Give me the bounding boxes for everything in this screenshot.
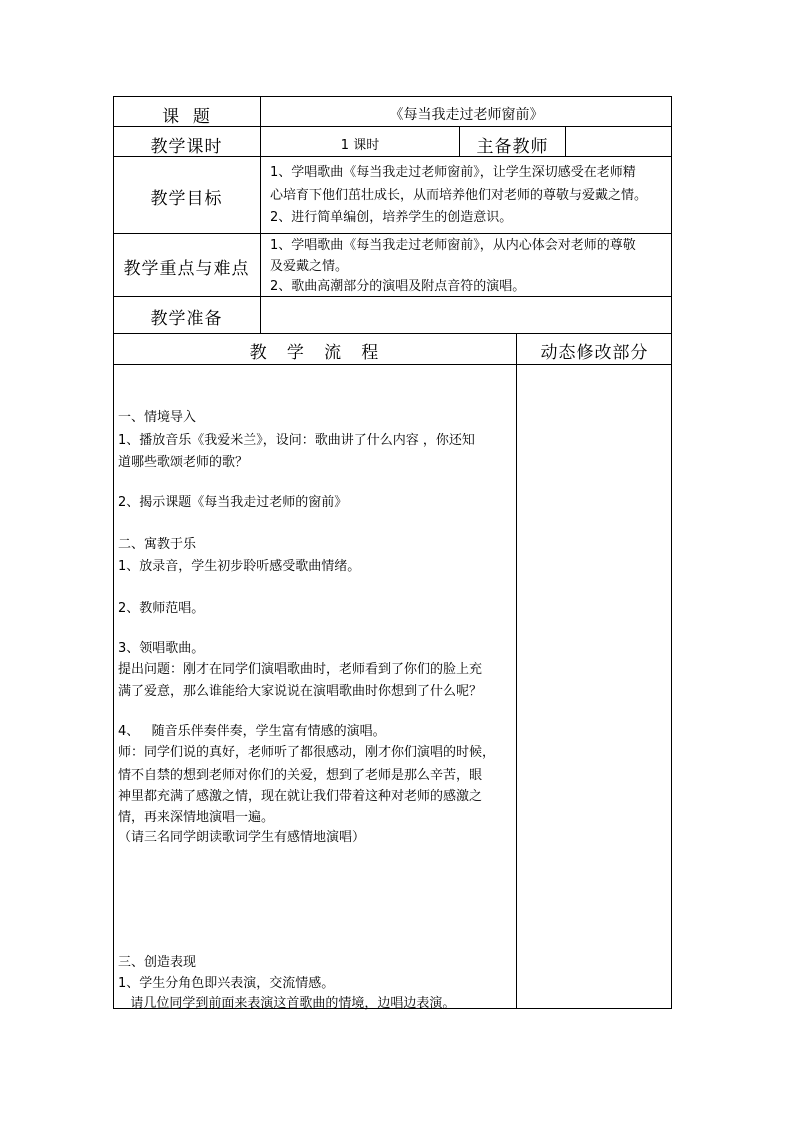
process-line: 道哪些歌颂老师的歌？ [118,455,249,470]
process-line: 4、 随音乐伴奏伴奏，学生富有情感的演唱。 [118,724,386,739]
row-divider [113,233,672,234]
teacher-label-divider [565,126,566,156]
process-line: 三、创造表现 [118,955,197,970]
process-line: 请几位同学到前面来表演这首歌曲的情境，边唱边表演。 [118,996,456,1011]
process-line: 1、放录音，学生初步聆听感受歌曲情绪。 [118,559,361,574]
teacher-label: 主备教师 [476,137,549,157]
process-line: 3、领唱歌曲。 [118,641,205,656]
process-line: 2、揭示课题《每当我走过老师的窗前》 [118,495,348,510]
side-notes-title: 动态修改部分 [540,343,649,363]
focus-line: 及爱戴之情。 [270,259,349,274]
row-divider [113,364,672,365]
process-line: 2、教师范唱。 [118,601,205,616]
label-column-divider [260,96,261,333]
process-line: 1、播放音乐《我爱米兰》，设问：歌曲讲了什么内容 ，你还知 [118,433,475,448]
process-line: 神里都充满了感激之情，现在就让我们带着这种对老师的感激之 [118,789,483,804]
process-line: 情，再来深情地演唱一遍。 [118,810,275,825]
process-line: 1、学生分角色即兴表演，交流情感。 [118,976,335,991]
process-line: 满了爱意，那么谁能给大家说说在演唱歌曲时你想到了什么呢？ [118,684,483,699]
period-value: 1 课时 [340,138,380,153]
row-divider [113,333,672,334]
process-line: 师：同学们说的真好，老师听了都很感动，刚才你们演唱的时候， [118,745,496,760]
period-label: 教学课时 [150,137,223,157]
process-title: 教 学 流 程 [249,343,380,363]
goals-label: 教学目标 [150,189,223,209]
process-line: 一、情境导入 [118,410,197,425]
goals-line: 心培育下他们茁壮成长，从而培养他们对老师的尊敬与爱戴之情。 [270,188,648,203]
process-line: 情不自禁的想到老师对你们的关爱，想到了老师是那么辛苦，眼 [118,768,483,783]
topic-value: 《每当我走过老师窗前》 [389,107,544,123]
process-line: 二、寓教于乐 [118,537,197,552]
goals-line: 2、进行简单编创，培养学生的创造意识。 [270,210,513,225]
goals-line: 1、学唱歌曲《每当我走过老师窗前》，让学生深切感受在老师精 [270,165,636,180]
prep-label: 教学准备 [150,309,223,329]
focus-line: 1、学唱歌曲《每当我走过老师窗前》，从内心体会对老师的尊敬 [270,238,636,253]
focus-line: 2、歌曲高潮部分的演唱及附点音符的演唱。 [270,279,526,294]
process-line: （请三名同学朗读歌词学生有感情地演唱） [118,830,366,845]
process-line: 提出问题：刚才在同学们演唱歌曲时，老师看到了你们的脸上充 [118,662,483,677]
focus-label: 教学重点与难点 [123,259,250,279]
topic-label: 课 题 [162,107,211,127]
process-side-divider [516,333,517,1009]
